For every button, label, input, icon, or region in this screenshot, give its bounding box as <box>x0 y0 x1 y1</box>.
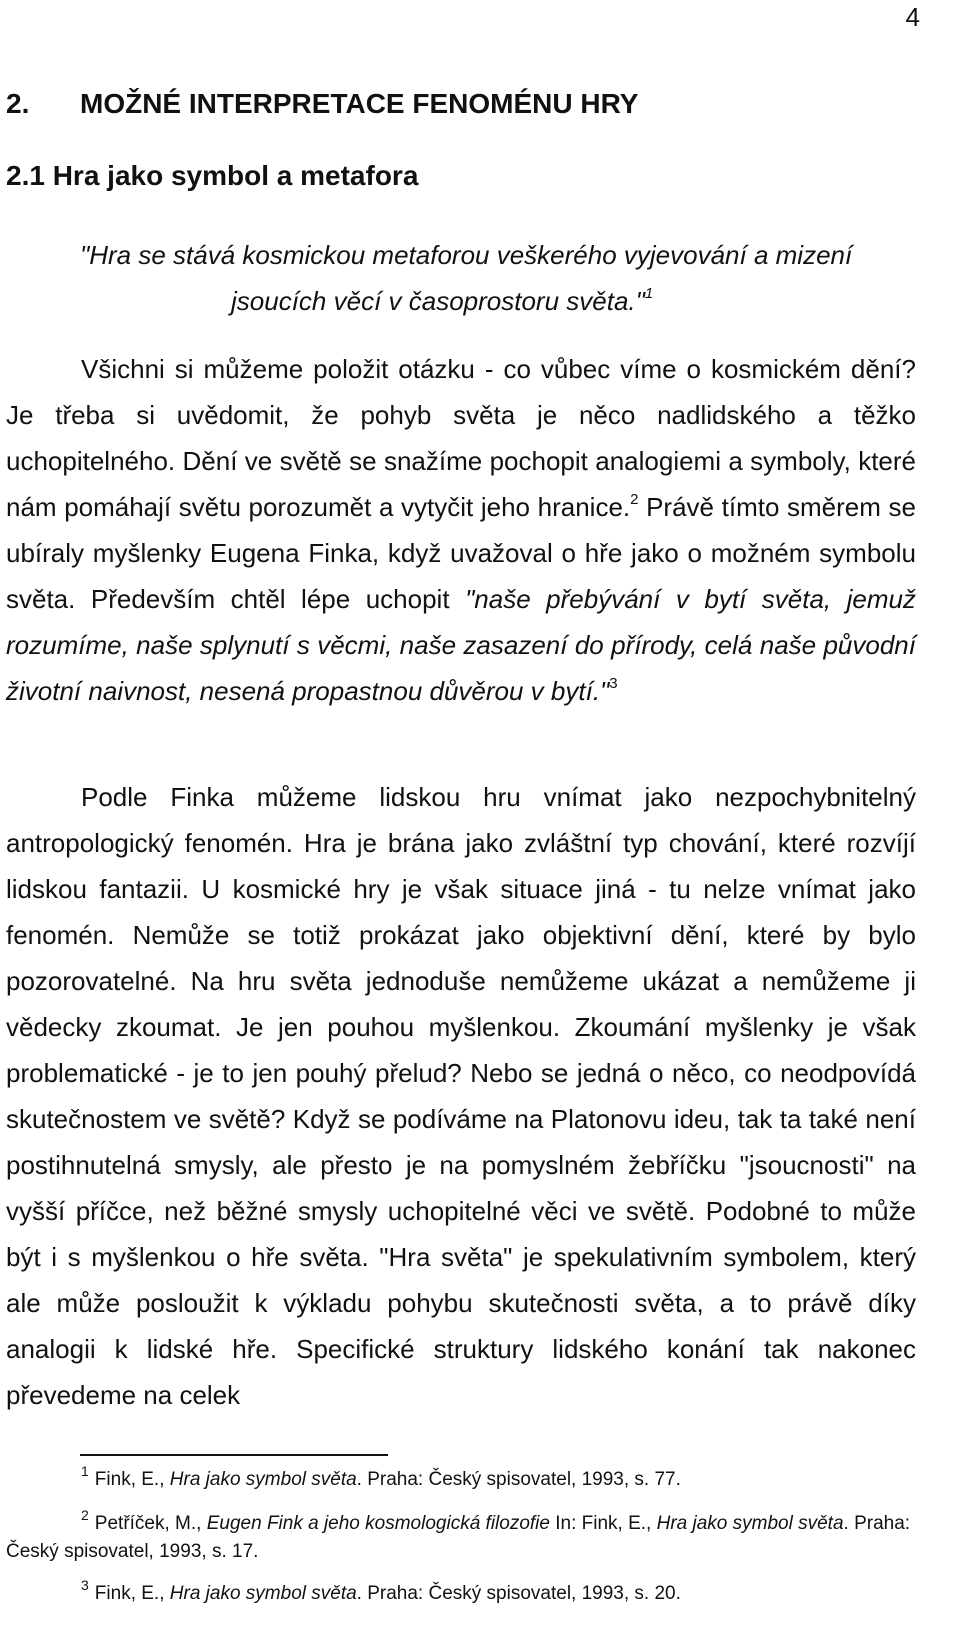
paragraph-2: Podle Finka můžeme lidskou hru vnímat jako nezpochybnitelný antropologický fenomén. Hra je brána jako zvláštní typ chování, které rozvíjí lidskou fantazii. U kosmické hry je však situace jiná - tu nelze vnímat jako fenomén. Nemůže se totiž prokázat jako objektivní dění, které by bylo pozorovatelné. Na hru světa jednoduše nemůžeme ukázat a nemůžeme ji vědecky zkoumat. Je jen pouhou myšlenkou. Zkoumání myšlenky je však problematické - je to jen pouhý přelud? Nebo se jedná o něco, co neodpovídá skutečnostem ve světě? Když se podíváme na Platonovu ideu, tak ta také není postihnutelná smysly, ale přesto je na pomyslném žebříčku "jsoucnosti" na vyšší příčce, než běžné smysly uchopitelné věci ve světě. Podobné to může být i s myšlenkou o hře světa. "Hra světa" je spekulativním symbolem, který ale může posloužit k výkladu pohybu skutečnosti světa, a to právě díky analogii k lidské hře. Specifické struktury lidského konání tak nakonec převedeme na celek <box>6 782 916 1410</box>
motto-quote <box>80 232 920 324</box>
footnote-3-rest: . Praha: Český spisovatel, 1993, s. 20. <box>356 1583 681 1604</box>
motto-line-2-text: jsoucích věcí v časoprostoru světa." <box>231 286 645 316</box>
footnote-2-number: 2 <box>81 1507 89 1523</box>
page-number: 4 <box>905 2 920 32</box>
footnote-2-title: Eugen Fink a jeho kosmologická filozofie <box>206 1513 550 1534</box>
footnote-separator <box>80 1454 388 1456</box>
footnote-1-author: Fink, E., <box>94 1469 170 1490</box>
footnote-ref-3: 3 <box>609 675 618 692</box>
footnote-2 <box>6 1507 916 1566</box>
motto-line-1: "Hra se stává kosmickou metaforou veškerého vyjevování a mizení <box>80 240 853 270</box>
footnote-2-author: Petříček, M., <box>94 1513 207 1534</box>
paragraph-1 <box>6 346 916 714</box>
chapter-heading <box>6 88 638 120</box>
motto-line-2 <box>80 278 920 324</box>
paragraph-1-part-2: Právě tímto směrem se ubíraly myšlenky Eugena Finka, když uvažoval o hře jako o možném symbolu světa. Především chtěl lépe uchopit <box>6 492 916 614</box>
footnote-3-author: Fink, E., <box>94 1583 170 1604</box>
footnote-3-title: Hra jako symbol světa <box>169 1583 357 1604</box>
footnote-1-number: 1 <box>81 1463 89 1479</box>
footnote-ref-2: 2 <box>630 491 639 508</box>
footnote-1-title: Hra jako symbol světa <box>169 1469 357 1490</box>
footnote-ref-1: 1 <box>644 285 654 302</box>
footnote-1-rest: . Praha: Český spisovatel, 1993, s. 77. <box>356 1469 681 1490</box>
footnote-2-title-2: Hra jako symbol světa <box>656 1513 844 1534</box>
footnote-3 <box>6 1577 916 1608</box>
fink-quote: "naše přebývání v bytí světa, jemuž rozumíme, naše splynutí s věcmi, naše zasazení do přírody, celá naše původní životní naivnost, nesená propastnou důvěrou v bytí." <box>6 584 916 706</box>
chapter-number: 2. <box>6 88 30 119</box>
chapter-title: MOŽNÉ INTERPRETACE FENOMÉNU HRY <box>80 88 639 119</box>
section-heading: 2.1 Hra jako symbol a metafora <box>6 160 419 191</box>
footnote-2-mid: In: Fink, E., <box>549 1513 657 1534</box>
footnote-2-rest: . Praha: Český spisovatel, 1993, s. 17. <box>6 1513 911 1562</box>
footnote-3-number: 3 <box>81 1577 89 1593</box>
footnote-1 <box>6 1463 916 1494</box>
paragraph-1-part-1: Všichni si můžeme položit otázku - co vůbec víme o kosmickém dění? Je třeba si uvědomit, že pohyb světa je něco nadlidského a těžko uchopitelného. Dění ve světě se snažíme pochopit analogiemi a symboly, které nám pomáhají světu porozumět a vytyčit jeho hranice. <box>6 354 916 522</box>
